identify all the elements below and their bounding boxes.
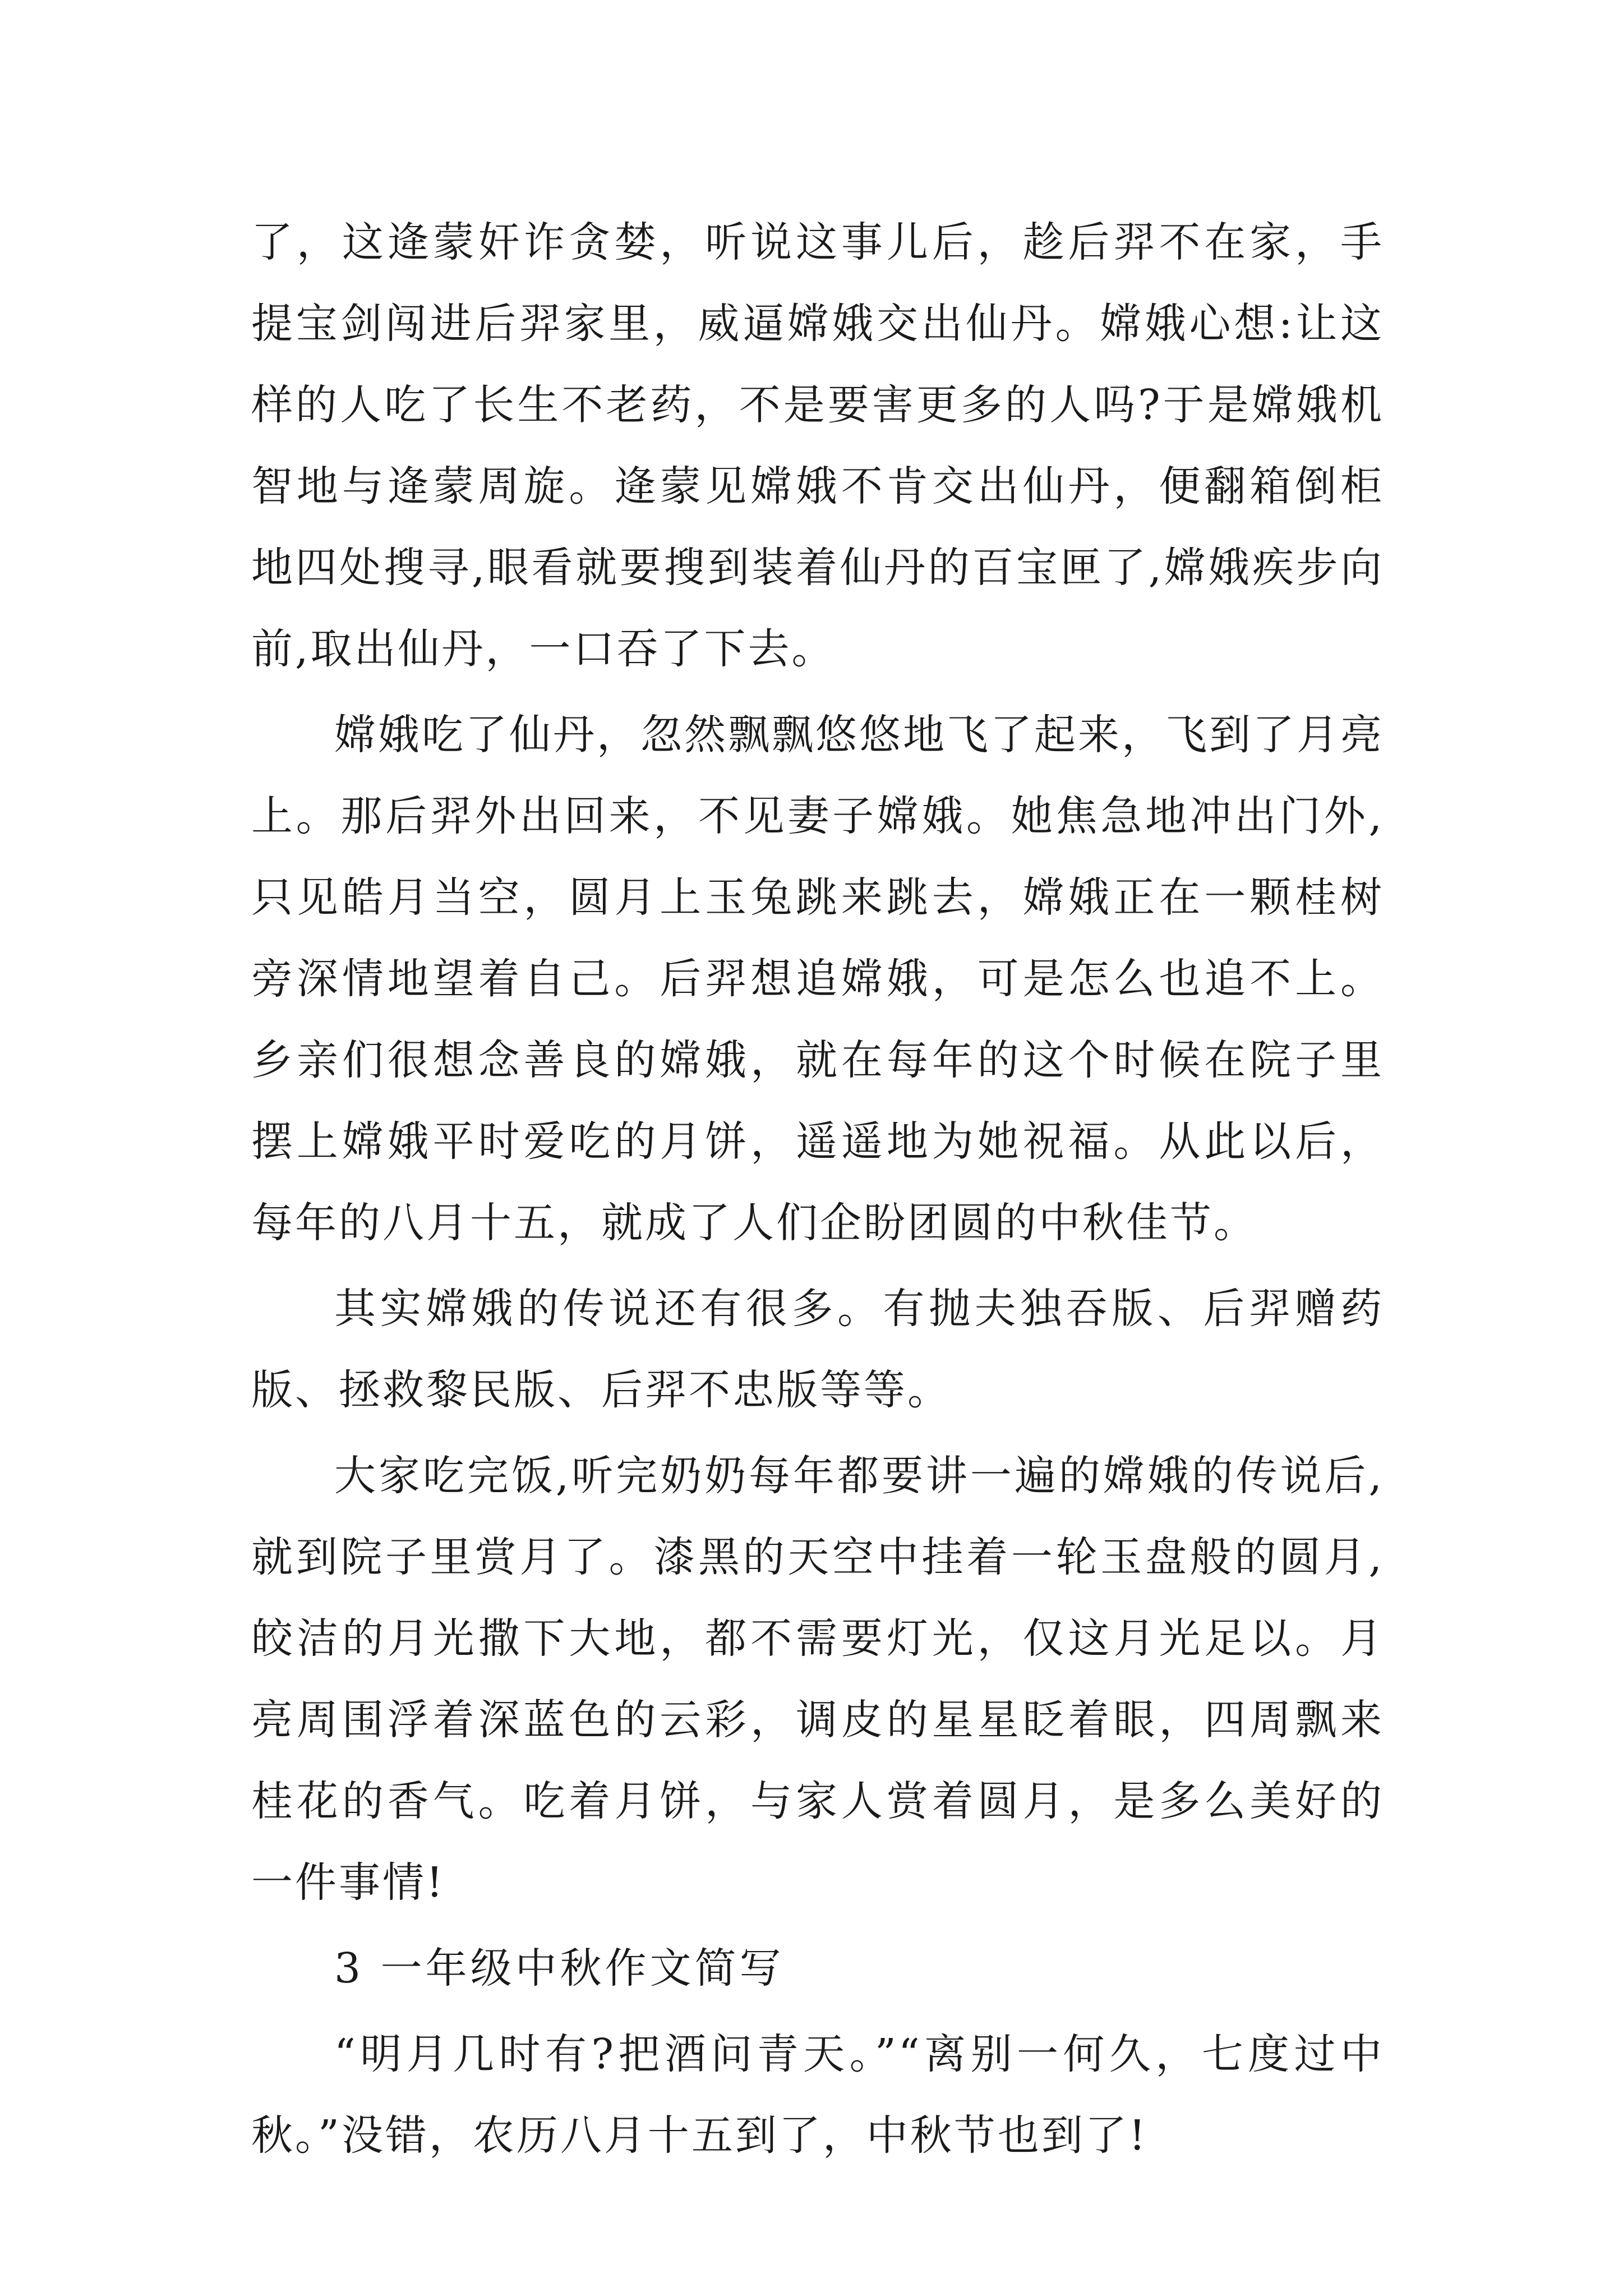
paragraph-legend-versions: 其实嫦娥的传说还有很多。有抛夫独吞版、后羿赠药版、拯救黎民版、后羿不忠版等等。 xyxy=(251,1285,1384,1414)
paragraph-continuation: 了，这逄蒙奸诈贪婪，听说这事儿后，趁后羿不在家，手提宝剑闯进后羿家里，威逼嫦娥交出仙丹。嫦娥心想:让这样的人吃了长生不老药，不是要害更多的人吗?于是嫦娥机智地与逄蒙周旋。逄蒙见嫦娥不肯交出仙丹，便翻箱倒柜地四处搜寻,眼看就要搜到装着仙丹的百宝匣了,嫦娥疾步向前,取出仙丹，一口吞了下去。 xyxy=(251,218,1384,673)
paragraph-poem-opening: “明月几时有?把酒问青天。”“离别一何久，七度过中秋。”没错，农历八月十五到了，中秋节也到了! xyxy=(251,2030,1384,2160)
paragraph-change-e-flies-to-moon: 嫦娥吃了仙丹，忽然飘飘悠悠地飞了起来，飞到了月亮上。那后羿外出回来，不见妻子嫦娥。她焦急地冲出门外,只见皓月当空，圆月上玉兔跳来跳去，嫦娥正在一颗桂树旁深情地望着自己。后羿想追嫦娥，可是怎么也追不上。乡亲们很想念善良的嫦娥，就在每年的这个时候在院子里摆上嫦娥平时爱吃的月饼，遥遥地为她祝福。从此以后，每年的八月十五，就成了人们企盼团圆的中秋佳节。 xyxy=(251,711,1384,1247)
document-body xyxy=(251,202,1384,2177)
paragraph-moon-viewing: 大家吃完饭,听完奶奶每年都要讲一遍的嫦娥的传说后,就到院子里赏月了。漆黑的天空中挂着一轮玉盘般的圆月,皎洁的月光撒下大地，都不需要灯光，仅这月光足以。月亮周围浮着深蓝色的云彩，调皮的星星眨着眼，四周飘来桂花的香气。吃着月饼，与家人赏着圆月，是多么美好的一件事情! xyxy=(251,1452,1384,1907)
section-heading: 3 一年级中秋作文简写 xyxy=(334,1944,785,1993)
